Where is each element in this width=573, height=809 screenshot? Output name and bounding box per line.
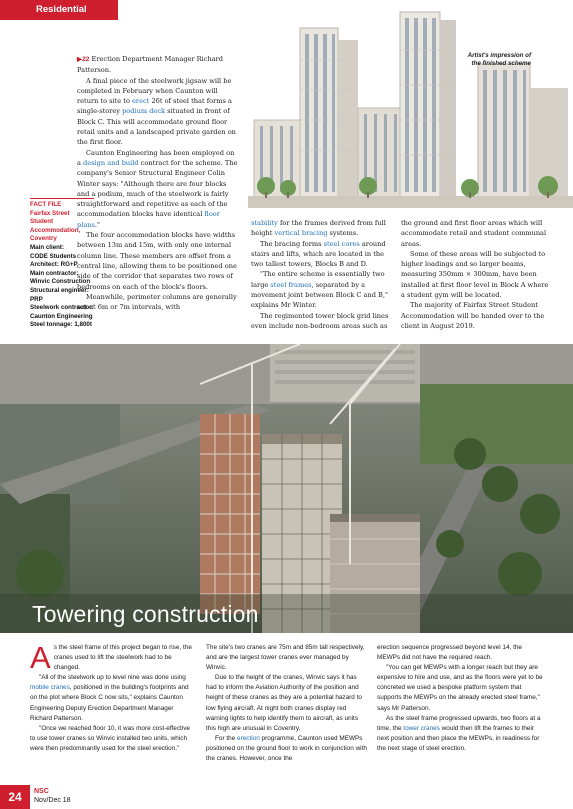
paragraph: "Once we reached floor 10, it was more cost-effective to use tower cranes so Winvic installed two units, which were then predominantly used for the steel erection.": [30, 724, 190, 752]
glossary-link[interactable]: erection: [237, 734, 260, 742]
text: The bracing forms: [260, 239, 324, 248]
caption-line: Artist's impression of: [467, 52, 531, 59]
bottom-column-3: [377, 643, 545, 754]
paragraph: The majority of Fairfax Street Student Accommodation will be handed over to the client in August 2019.: [401, 301, 545, 330]
text: situated in front of Block C. This will accommodate ground floor retail units and a landscaped private garden on the first floor.: [77, 107, 236, 147]
text: "All of the steelwork up to level nine was done using: [39, 674, 186, 682]
text: Caunton Engineering has been employed on a: [77, 148, 235, 167]
body-column-3: [401, 218, 549, 331]
fact-file-line: Steelwork contractor:: [30, 304, 94, 312]
footer-issue: [34, 787, 71, 805]
fact-file-line: Winvic Construction: [30, 278, 91, 286]
aerial-construction-photo: [0, 344, 573, 633]
text: .": [94, 220, 101, 229]
fact-file-line: CODE Students: [30, 252, 77, 260]
paragraph: Erection Department Manager Richard Patterson.: [77, 55, 224, 75]
paragraph: Meanwhile, perimeter columns are generally set at 6m or 7m intervals, with: [77, 292, 237, 312]
paragraph: the ground and first floor areas which will accommodate retail and student communal areas.: [401, 219, 547, 248]
text: systems.: [327, 229, 359, 238]
fact-file-line: Caunton Engineering: [30, 312, 93, 320]
glossary-link[interactable]: stability: [251, 219, 278, 227]
fact-file-line: Steel tonnage: 1,800t: [30, 321, 92, 329]
section-tab: Residential: [0, 0, 118, 20]
glossary-link[interactable]: steel frames: [270, 280, 312, 289]
fact-file-line: PRP: [30, 295, 43, 303]
text: As the steel frame progressed upwards, two floors at a time, the: [377, 714, 541, 732]
fact-file-line: Main client:: [30, 243, 65, 251]
text: A final piece of the steelwork jigsaw will be completed in February when Caunton will return to site to: [77, 76, 232, 106]
image-caption: [468, 52, 531, 68]
fact-file-line: Main contractor:: [30, 269, 79, 277]
body-column-2: [251, 218, 395, 331]
fact-file: [30, 198, 94, 330]
page-number: 24: [0, 785, 30, 809]
fact-file-line: Architect: RG+P: [30, 261, 78, 269]
text: , separated by a movement joint between Block C and B," explains Mr Winter.: [251, 280, 388, 310]
text: would then lift the frames to their next position and then place the MEWPs, in readiness for the next stage of steel erection.: [377, 724, 540, 752]
glossary-link[interactable]: design and build: [83, 158, 139, 167]
text: "The entire scheme is essentially two large: [251, 270, 385, 289]
glossary-link[interactable]: tower cranes: [403, 724, 440, 732]
body-column-1: [77, 54, 240, 312]
text: , positioned in the building's footprints and on the plot where Block C now sits," explains Caunton Engineering Deputy Erection Department Manager Richard Patterson.: [30, 684, 189, 722]
fact-file-title: FACT FILE: [30, 198, 94, 210]
glossary-link[interactable]: mobile cranes: [30, 684, 70, 692]
caption-line: the finished scheme: [471, 60, 531, 67]
bottom-column-1: [30, 640, 193, 754]
paragraph: Some of these areas will be subjected to higher loadings and so larger beams, measuring 350mm × 300mm, have been installed at first floor level in Block A where a student gym will be located.: [401, 249, 549, 300]
glossary-link[interactable]: floor plans: [77, 210, 220, 229]
text: for the frames derived from full height: [251, 219, 386, 238]
magazine-name: NSC: [34, 788, 49, 795]
glossary-link[interactable]: erect: [132, 97, 150, 106]
drop-cap: A: [30, 640, 51, 675]
text: programme, Caunton used MEWPs positioned on the ground floor to work in conjunction with the cranes. However, once the: [206, 734, 367, 763]
paragraph: Due to the height of the cranes, Winvic says it has had to inform the Aviation Authority of the position and height of these cranes as they are a potential hazard to low flying aircraft. At night both cranes display red warning lights to help identify them to aircraft, as units this high are unusual in Coventry.: [206, 674, 362, 732]
fact-file-line: Structural engineer:: [30, 286, 89, 294]
text: around stairs and lifts, which are located in the two tallest towers, Blocks B and D.: [251, 239, 386, 269]
continued-page-ref: 22: [82, 56, 90, 63]
issue-date: Nov/Dec 18: [34, 797, 71, 804]
paragraph: "You can get MEWPs with a longer reach but they are expensive to hire and use, and as the floors were yet to be concreted we used a bespoke platform system that supports the MEWPs on the already erected steel frame," says Mr Patterson.: [377, 664, 543, 712]
artist-impression-image: [248, 0, 573, 208]
photo-headline: Towering construction: [32, 601, 259, 627]
glossary-link[interactable]: vertical bracing: [274, 229, 328, 238]
glossary-link[interactable]: steel cores: [323, 239, 360, 248]
bottom-column-2: [206, 643, 367, 764]
paragraph: erection sequence progressed beyond level 14, the MEWPs did not have the required reach.: [377, 644, 522, 662]
text: For the: [215, 734, 238, 742]
text: 26t of steel that forms a single-storey: [77, 97, 232, 116]
fact-file-project: Fairfax Street Student Accommodation, Coventry: [30, 209, 81, 243]
paragraph: The four accommodation blocks have widths between 13m and 15m, with only one internal column line. These members are offset from a central line, allowing them to be positioned one side of the corridor that separates two rows of bedrooms on each of the block's floors.: [77, 231, 237, 291]
text: contract for the scheme. The company's Senior Structural Engineer Colin Winter says: "Although there are four blocks and a podium, much of the steelwork is fairly straightforward and repetitive as each of the accommodation blocks have identical: [77, 158, 238, 219]
paragraph: The regimented tower block grid lines even include non-bedroom areas such as: [251, 311, 389, 330]
continued-from-marker: ▶22: [77, 56, 90, 63]
glossary-link[interactable]: podium deck: [122, 107, 166, 116]
paragraph: The site's two cranes are 75m and 85m tall respectively, and are the largest tower cranes ever managed by Winvic.: [206, 644, 365, 672]
text: s the steel frame of this project began to rise, the cranes used to lift the steelwork had to be changed.: [53, 644, 192, 672]
